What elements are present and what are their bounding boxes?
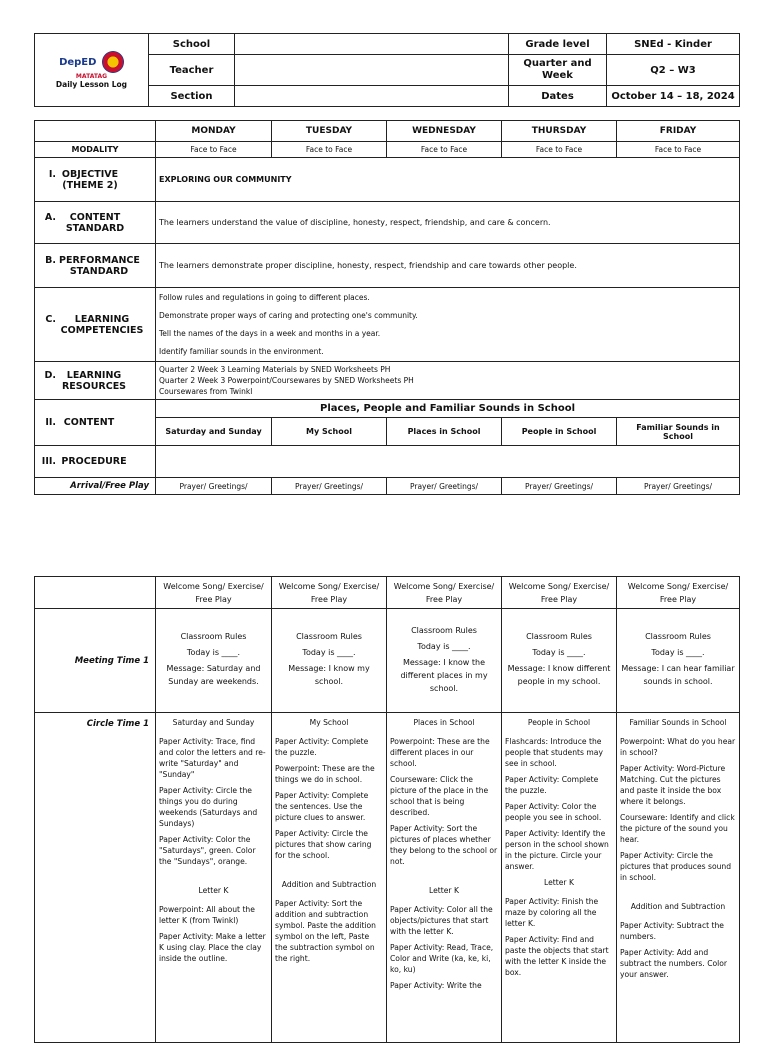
- resource-item: Quarter 2 Week 3 Learning Materials by SNED Worksheets PH: [159, 365, 391, 374]
- welcome-label: [35, 577, 156, 609]
- circle-cell-monday: Saturday and Sunday Paper Activity: Trace, find and color the letters and re-write "Saturday" and "Sunday" Paper Activity: Circle the things you do during weekends (Saturdays and Sundays) Paper Activity: Color the "Saturdays", green. Color the "Sundays", orange. Letter K Powerpoint: All about the letter K (from Twinkl) Paper Activity: Make a letter K using clay. Place the clay inside the outline.: [156, 713, 272, 1043]
- meeting-cell: Classroom Rules Today is ____. Message: I know my school.: [272, 609, 387, 713]
- teacher-label: Teacher: [149, 55, 235, 86]
- modality-value: Face to Face: [617, 142, 740, 158]
- competency-item: Follow rules and regulations in going to different places.: [159, 292, 370, 302]
- school-field[interactable]: [235, 34, 509, 55]
- objective-value: EXPLORING OUR COMMUNITY: [156, 158, 740, 202]
- deped-logo: DepED: [59, 56, 97, 68]
- quarter-value: Q2 – W3: [607, 55, 740, 86]
- lesson-table: [34, 120, 740, 495]
- dates-label: Dates: [509, 86, 607, 107]
- resource-item: Quarter 2 Week 3 Powerpoint/Coursewares by SNED Worksheets PH: [159, 376, 414, 385]
- topic-monday: Saturday and Sunday: [156, 418, 272, 446]
- resources-list: [156, 362, 740, 400]
- header-table: [34, 33, 740, 107]
- topic-tuesday: My School: [272, 418, 387, 446]
- dates-value: October 14 – 18, 2024: [607, 86, 740, 107]
- circle-time-label: Circle Time 1: [35, 713, 156, 1043]
- circle-cell-thursday: People in School Flashcards: Introduce the people that students may see in school. Paper Activity: Complete the puzzle. Paper Activity: Color the people you see in school. Paper Activity: Identify the person in the school shown in the picture. Circle your answer. Letter K Paper Activity: Finish the maze by coloring all the letter K. Paper Activity: Find and paste the objects that start with the letter K inside the box.: [502, 713, 617, 1043]
- quarter-label: Quarter and Week: [509, 55, 607, 86]
- grade-value: SNEd - Kinder: [607, 34, 740, 55]
- modality-label: MODALITY: [35, 142, 156, 158]
- content-standard-label: A. CONTENT STANDARD: [35, 202, 156, 244]
- topic-friday: Familiar Sounds in School: [617, 418, 740, 446]
- day-friday: FRIDAY: [617, 121, 740, 142]
- topic-thursday: People in School: [502, 418, 617, 446]
- circle-cell-friday: Familiar Sounds in School Powerpoint: What do you hear in school? Paper Activity: Word-Picture Matching. Cut the pictures and paste it inside the box where it belongs. Courseware: Identify and click the picture of the sound you hear. Paper Activity: Circle the pictures that produces sound in school. Addition and Subtraction Paper Activity: Subtract the numbers. Paper Activity: Add and subtract the numbers. Color your answer.: [617, 713, 740, 1043]
- arrival-value: Prayer/ Greetings/: [272, 478, 387, 495]
- competencies-label: C. LEARNING COMPETENCIES: [35, 288, 156, 362]
- arrival-value: Prayer/ Greetings/: [156, 478, 272, 495]
- arrival-value: Prayer/ Greetings/: [617, 478, 740, 495]
- meeting-cell: Classroom Rules Today is ____. Message: Saturday and Sunday are weekends.: [156, 609, 272, 713]
- meeting-time-label: Meeting Time 1: [35, 609, 156, 713]
- matatag-logo: MATATAG: [75, 72, 108, 80]
- arrival-label: Arrival/Free Play: [35, 478, 156, 495]
- welcome-cell: Welcome Song/ Exercise/ Free Play: [272, 577, 387, 609]
- competency-item: Demonstrate proper ways of caring and protecting one's community.: [159, 310, 418, 320]
- competencies-list: [156, 288, 740, 362]
- logo-cell: [35, 34, 149, 107]
- day-thursday: THURSDAY: [502, 121, 617, 142]
- content-label: II. CONTENT: [35, 400, 156, 446]
- resources-label: D. LEARNING RESOURCES: [35, 362, 156, 400]
- corner-cell: [35, 121, 156, 142]
- arrival-value: Prayer/ Greetings/: [387, 478, 502, 495]
- welcome-cell: Welcome Song/ Exercise/ Free Play: [502, 577, 617, 609]
- objective-label: I. OBJECTIVE (THEME 2): [35, 158, 156, 202]
- meeting-cell: Classroom Rules Today is ____. Message: I can hear familiar sounds in school.: [617, 609, 740, 713]
- day-wednesday: WEDNESDAY: [387, 121, 502, 142]
- dll-title: Daily Lesson Log: [55, 79, 128, 89]
- arrival-value: Prayer/ Greetings/: [502, 478, 617, 495]
- teacher-field[interactable]: [235, 55, 509, 86]
- day-tuesday: TUESDAY: [272, 121, 387, 142]
- competency-item: Tell the names of the days in a week and months in a year.: [159, 328, 381, 338]
- meeting-cell: Classroom Rules Today is ____. Message: I know different people in my school.: [502, 609, 617, 713]
- procedure-label: III. PROCEDURE: [35, 446, 156, 478]
- welcome-cell: Welcome Song/ Exercise/ Free Play: [617, 577, 740, 609]
- competency-item: Identify familiar sounds in the environment.: [159, 346, 324, 356]
- meeting-cell: Classroom Rules Today is ____. Message: I know the different places in my school.: [387, 609, 502, 713]
- section-label: Section: [149, 86, 235, 107]
- grade-label: Grade level: [509, 34, 607, 55]
- bagong-pilipinas-seal-icon: [102, 51, 124, 73]
- procedure-table: [34, 576, 740, 1043]
- modality-value: Face to Face: [502, 142, 617, 158]
- performance-standard-label: B. PERFORMANCE STANDARD: [35, 244, 156, 288]
- circle-cell-tuesday: My School Paper Activity: Complete the puzzle. Powerpoint: These are the things we do in school. Paper Activity: Complete the sentences. Use the picture clues to answer. Paper Activity: Circle the pictures that show caring for the school. Addition and Subtraction Paper Activity: Sort the addition and subtraction symbol. Paste the addition symbol on the left, Paste the subtraction symbol on the right.: [272, 713, 387, 1043]
- section-field[interactable]: [235, 86, 509, 107]
- performance-standard-value: The learners demonstrate proper discipline, honesty, respect, friendship and care towards other people.: [156, 244, 740, 288]
- resource-item: Coursewares from Twinkl: [159, 387, 253, 396]
- content-title: Places, People and Familiar Sounds in School: [156, 400, 740, 418]
- welcome-cell: Welcome Song/ Exercise/ Free Play: [387, 577, 502, 609]
- school-label: School: [149, 34, 235, 55]
- welcome-cell: Welcome Song/ Exercise/ Free Play: [156, 577, 272, 609]
- modality-value: Face to Face: [272, 142, 387, 158]
- day-monday: MONDAY: [156, 121, 272, 142]
- content-standard-value: The learners understand the value of discipline, honesty, respect, friendship, and care & concern.: [156, 202, 740, 244]
- modality-value: Face to Face: [387, 142, 502, 158]
- topic-wednesday: Places in School: [387, 418, 502, 446]
- circle-cell-wednesday: Places in School Powerpoint: These are the different places in our school. Courseware: Click the picture of the place in the school that is being described. Paper Activity: Sort the pictures of places whether they belong to the school or not. Letter K Paper Activity: Color all the objects/pictures that start with the letter K. Paper Activity: Read, Trace, Color and Write (ka, ke, ki, ko, ku) Paper Activity: Write the: [387, 713, 502, 1043]
- procedure-value: [156, 446, 740, 478]
- modality-value: Face to Face: [156, 142, 272, 158]
